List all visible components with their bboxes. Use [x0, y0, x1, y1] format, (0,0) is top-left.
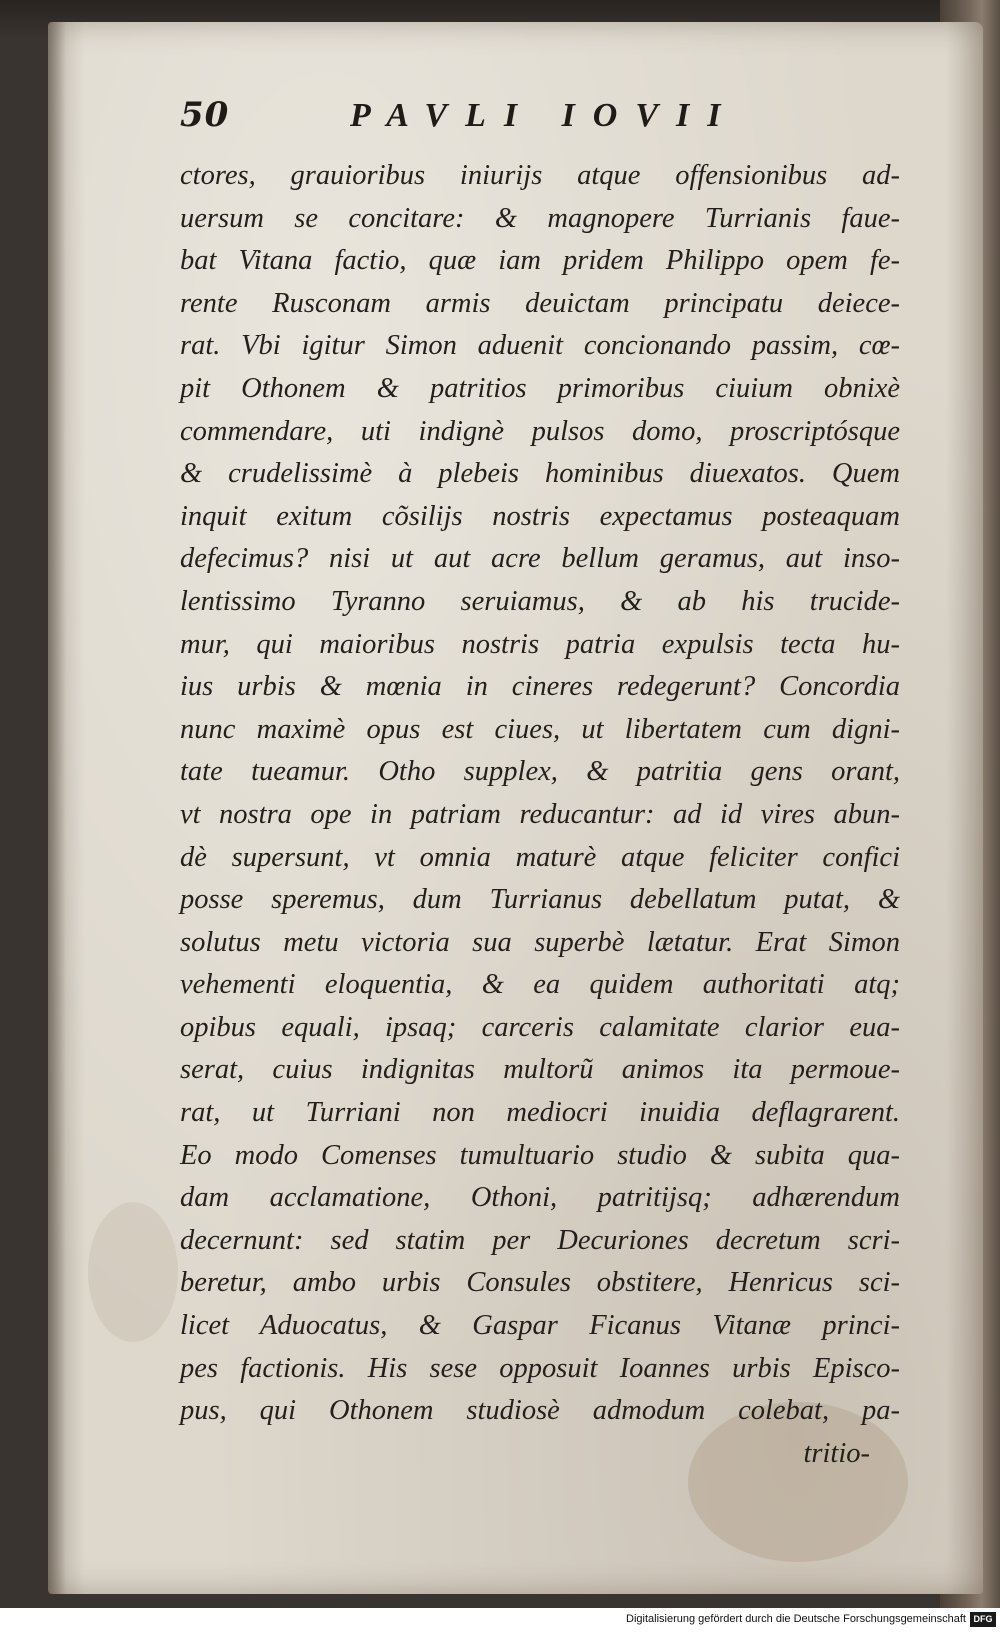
text-line: commendare, uti indignè pulsos domo, proscriptósque: [180, 415, 900, 447]
text-line: bat Vitana factio, quæ iam pridem Philippo opem fe-: [180, 245, 900, 277]
text-line: uersum se concitare: & magnopere Turrianis faue-: [180, 202, 900, 234]
text-line: pus, qui Othonem studiosè admodum colebat, pa-: [180, 1395, 900, 1427]
text-line: inquit exitum cõsilijs nostris expectamus posteaquam: [180, 500, 900, 532]
text-line: posse speremus, dum Turrianus debellatum putat, &: [180, 884, 900, 916]
text-line: lentissimo Tyranno seruiamus, & ab his trucide-: [180, 585, 900, 617]
text-line: rat, ut Turriani non mediocri inuidia deflagrarent.: [180, 1097, 900, 1129]
running-head: PAVLI IOVII: [350, 97, 739, 134]
text-line: defecimus? nisi ut aut acre bellum geramus, aut inso-: [180, 543, 900, 575]
page-number: 50: [180, 95, 230, 135]
text-line: dam acclamatione, Othoni, patritijsq; adhærendum: [180, 1182, 900, 1214]
text-line: Eo modo Comenses tumultuario studio & subita qua-: [180, 1139, 900, 1171]
text-line: decernunt: sed statim per Decuriones decretum scri-: [180, 1224, 900, 1256]
body-text: [180, 155, 900, 1475]
text-line: dè supersunt, vt omnia maturè atque feliciter confici: [180, 841, 900, 873]
text-line: nunc maximè opus est ciues, ut libertatem cum digni-: [180, 713, 900, 745]
text-line: beretur, ambo urbis Consules obstitere, Henricus sci-: [180, 1267, 900, 1299]
catchword: tritio-: [803, 1437, 870, 1469]
text-line: rat. Vbi igitur Simon aduenit concionando passim, cœ-: [180, 330, 900, 362]
text-line: vt nostra ope in patriam reducantur: ad id vires abun-: [180, 798, 900, 830]
footer-bar: [0, 1608, 1000, 1634]
text-line: tate tueamur. Otho supplex, & patritia gens orant,: [180, 756, 900, 788]
gutter-shadow: [48, 22, 66, 1594]
text-line: pes factionis. His sese opposuit Ioannes urbis Episco-: [180, 1352, 900, 1384]
text-line: serat, cuius indignitas multorũ animos ita permoue-: [180, 1054, 900, 1086]
text-line: solutus metu victoria sua superbè lætatur. Erat Simon: [180, 926, 900, 958]
text-line: licet Aduocatus, & Gaspar Ficanus Vitanæ princi-: [180, 1310, 900, 1342]
text-line: & crudelissimè à plebeis hominibus diuexatos. Quem: [180, 458, 900, 490]
page-header: [180, 95, 880, 145]
text-line: vehementi eloquentia, & ea quidem authoritati atq;: [180, 969, 900, 1001]
text-line: opibus equali, ipsaq; carceris calamitate clarior eua-: [180, 1011, 900, 1043]
paper-stain: [88, 1202, 178, 1342]
funding-credit: Digitalisierung gefördert durch die Deutsche Forschungsgemeinschaft: [626, 1613, 966, 1625]
text-line: ctores, grauioribus iniurijs atque offensionibus ad-: [180, 160, 900, 191]
dfg-logo: DFG: [970, 1612, 996, 1627]
text-line: pit Othonem & patritios primoribus ciuium obnixè: [180, 372, 900, 404]
text-line: mur, qui maioribus nostris patria expulsis tecta hu-: [180, 628, 900, 660]
text-line: rente Rusconam armis deuictam principatu deiece-: [180, 287, 900, 319]
text-line: ius urbis & mœnia in cineres redegerunt? Concordia: [180, 671, 900, 703]
